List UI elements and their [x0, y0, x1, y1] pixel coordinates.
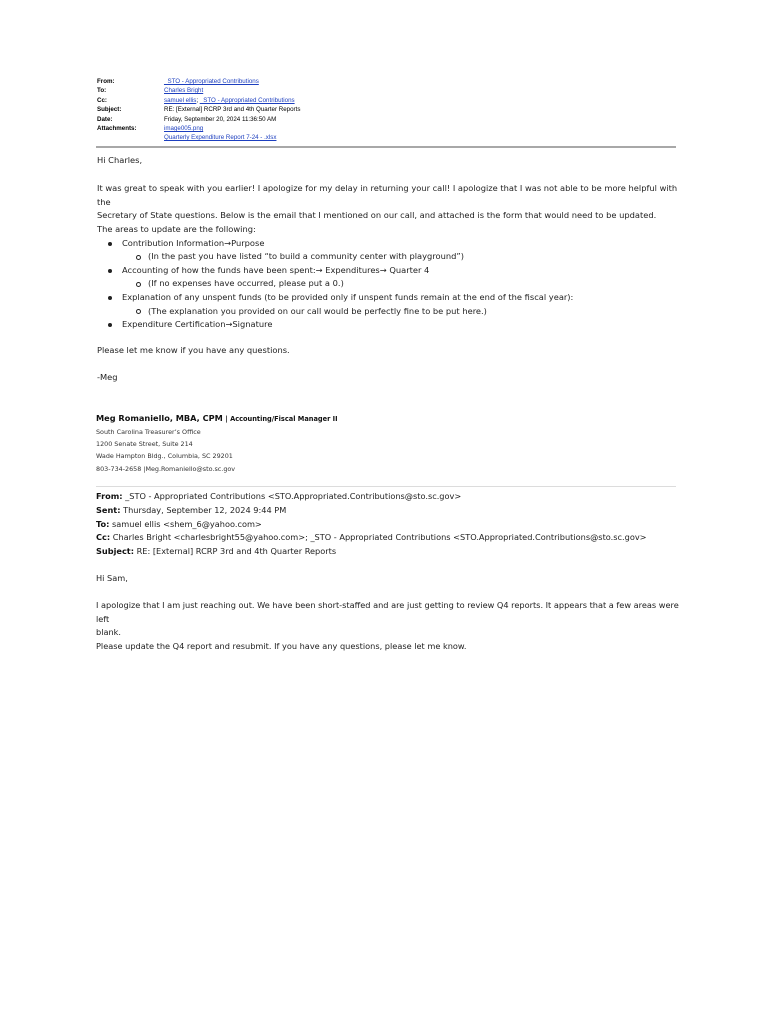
fwd-body-line-3: Please update the Q4 report and resubmit. If you have any questions, please let me know.: [96, 640, 467, 651]
cc-label: Cc:: [97, 96, 107, 104]
forwarded-header: [96, 490, 647, 559]
list-item-text: Contribution Information→Purpose: [122, 237, 265, 248]
signature-contact: 803-734-2658 |Meg.Romaniello@sto.sc.gov: [96, 464, 236, 473]
greeting-text: Hi Charles,: [97, 155, 143, 165]
fwd-cc-label: Cc:: [96, 532, 111, 543]
list-item-text: Accounting of how the funds have been spent:→ Expenditures→ Quarter 4: [122, 264, 430, 275]
to-label: To:: [97, 87, 107, 95]
fwd-sent-value: Thursday, September 12, 2024 9:44 PM: [120, 504, 287, 515]
fwd-subject-row: [96, 545, 647, 559]
header-attachments-row: [97, 124, 300, 143]
list-item: [97, 237, 687, 264]
subject-label: Subject:: [97, 106, 122, 114]
fwd-to-value: samuel ellis <shem_6@yahoo.com>: [109, 518, 262, 529]
header-to-row: [97, 86, 300, 95]
header-from-row: [97, 77, 300, 86]
header-subject-row: [97, 105, 300, 114]
list-item-text: Expenditure Certification→Signature: [122, 319, 273, 330]
sub-list-item-text: (In the past you have listed “to build a community center with playground”): [148, 251, 464, 262]
cc-separator: ;: [196, 96, 199, 104]
subject-value: RE: [External] RCRP 3rd and 4th Quarter Reports: [164, 106, 301, 114]
fwd-from-row: [96, 490, 647, 504]
signature-address-1: 1200 Senate Street, Suite 214: [96, 440, 193, 449]
header-divider: [96, 146, 676, 148]
fwd-cc-value: Charles Bright <charlesbright55@yahoo.com>; _STO - Appropriated Contributions <STO.Appropriated.Contributions@sto.sc.gov>: [110, 532, 647, 543]
sub-list-item: [122, 277, 687, 291]
signature-details: [96, 426, 235, 475]
fwd-body-line-1: I apologize that I am just reaching out. We have been short-staffed and are just getting to review Q4 reports. It appears that a few areas were left: [96, 600, 679, 624]
areas-list: [97, 237, 687, 332]
closing: [97, 344, 290, 358]
date-value: Friday, September 20, 2024 11:36:50 AM: [164, 115, 277, 123]
date-label: Date:: [97, 115, 113, 123]
signature-address-2: Wade Hampton Bldg., Columbia, SC 29201: [96, 452, 233, 461]
areas-intro: The areas to update are the following:: [97, 224, 256, 234]
attachment-link-1[interactable]: image005.png: [164, 125, 204, 133]
signoff: [97, 371, 118, 385]
fwd-greeting: Hi Sam,: [96, 573, 128, 583]
intro-line-1: It was great to speak with you earlier! I apologize for my delay in returning your call! I apologize that I was not able to be more helpful with the: [97, 183, 678, 207]
to-link[interactable]: Charles Bright: [164, 87, 204, 95]
header-cc-row: [97, 96, 300, 105]
areas-section: [97, 223, 687, 332]
intro-line-2: Secretary of State questions. Below is the email that I mentioned on our call, and attached is the form that would need to be updated.: [97, 210, 657, 221]
signoff-text: -Meg: [97, 372, 118, 382]
signature-title: | Accounting/Fiscal Manager II: [225, 415, 338, 423]
attachments-label: Attachments:: [97, 125, 137, 133]
fwd-sent-row: [96, 504, 647, 518]
fwd-subject-label: Subject:: [96, 546, 134, 557]
cc-link-1[interactable]: samuel ellis: [164, 96, 197, 104]
intro-paragraph: [97, 182, 687, 223]
list-item-text: Explanation of any unspent funds (to be provided only if unspent funds remain at the end of the fiscal year):: [122, 291, 574, 302]
list-item: [97, 318, 687, 332]
sub-list-item: [122, 305, 687, 319]
header-date-row: [97, 115, 300, 124]
greeting: [97, 154, 142, 168]
fwd-body-line-2: blank.: [96, 627, 122, 638]
from-link[interactable]: _STO - Appropriated Contributions: [164, 78, 259, 85]
fwd-cc-row: [96, 531, 647, 545]
fwd-from-value: _STO - Appropriated Contributions <STO.Appropriated.Contributions@sto.sc.gov>: [122, 491, 462, 501]
fwd-from-label: From:: [96, 491, 123, 501]
list-item: [97, 291, 687, 318]
forward-divider: [96, 486, 676, 487]
sub-list-item-text: (If no expenses have occurred, please put a 0.): [148, 278, 344, 289]
list-item: [97, 264, 687, 291]
from-label: From:: [97, 78, 115, 85]
signature-name: Meg Romaniello, MBA, CPM: [96, 413, 223, 423]
forwarded-body: [96, 572, 681, 654]
fwd-to-row: [96, 518, 647, 532]
fwd-sent-label: Sent:: [96, 504, 121, 515]
signature-org: South Carolina Treasurer’s Office: [96, 428, 201, 436]
sub-list-item: [122, 250, 687, 264]
fwd-subject-value: RE: [External] RCRP 3rd and 4th Quarter Reports: [134, 546, 337, 557]
fwd-to-label: To:: [96, 518, 110, 529]
cc-link-2[interactable]: _STO - Appropriated Contributions: [199, 96, 295, 104]
attachment-link-2[interactable]: Quarterly Expenditure Report 7-24 - .xlsx: [164, 134, 277, 142]
email-header: [97, 77, 300, 143]
closing-text: Please let me know if you have any questions.: [97, 345, 290, 355]
sub-list-item-text: (The explanation you provided on our call would be perfectly fine to be put here.): [148, 305, 487, 316]
signature-name-line: [96, 413, 338, 423]
